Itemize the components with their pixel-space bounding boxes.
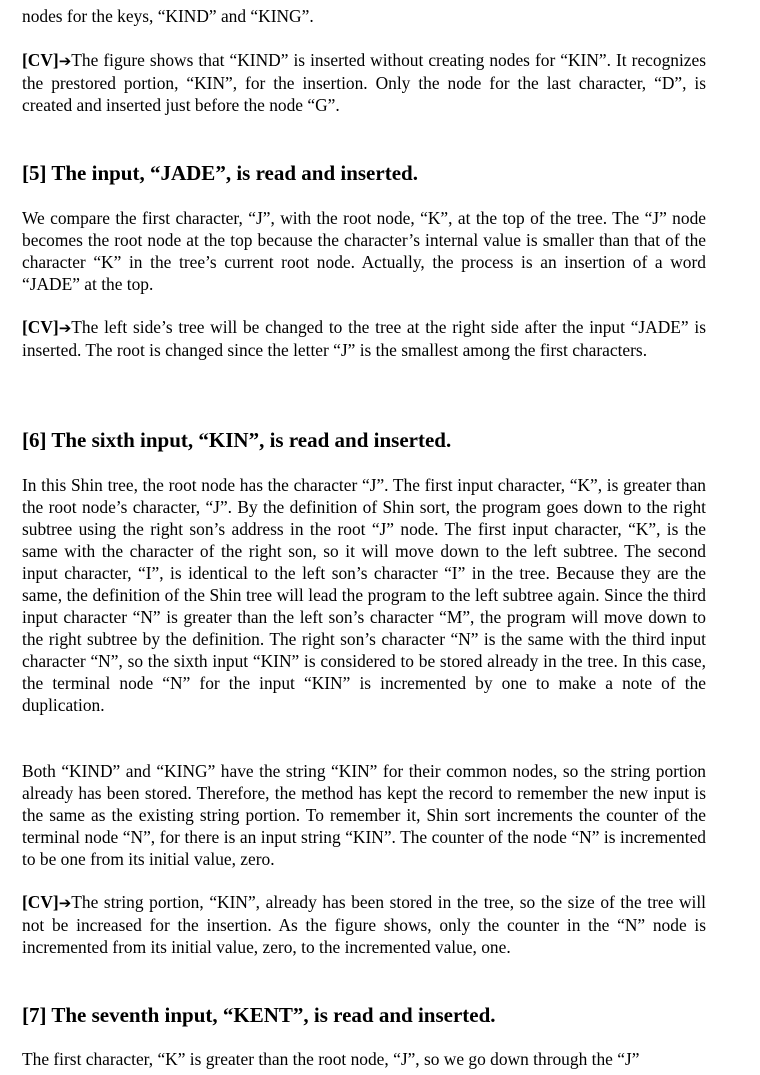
cv-paragraph-kin [22, 891, 706, 958]
cv-paragraph-jade [22, 316, 706, 361]
paragraph-continuation: nodes for the keys, “KIND” and “KING”. [22, 6, 314, 26]
section-heading-7: [7] The seventh input, “KENT”, is read and inserted. [22, 1003, 496, 1027]
cv-text: The figure shows that “KIND” is inserted without creating nodes for “KIN”. It recognizes the prestored portion, “KIN”, for the insertion. Only the node for the last character, “D”, is created and inserted just before the node “G”. [22, 50, 706, 115]
cv-text: The string portion, “KIN”, already has been stored in the tree, so the size of the tree will not be increased for the insertion. As the figure shows, only the counter in the “N” node is incremented from its initial value, zero, to the incremented value, one. [22, 892, 706, 957]
cv-label: [CV] [22, 50, 59, 70]
paragraph-kent: The first character, “K” is greater than the root node, “J”, so we go down through the “J” [22, 1049, 640, 1069]
section-heading-6: [6] The sixth input, “KIN”, is read and inserted. [22, 428, 452, 452]
cv-text: The left side’s tree will be changed to the tree at the right side after the input “JADE” is inserted. The root is changed since the letter “J” is the smallest among the first characters. [22, 317, 706, 360]
paragraph-kin-traversal: In this Shin tree, the root node has the character “J”. The first input character, “K”, is greater than the root node’s character, “J”. By the definition of Shin sort, the program goes down to the right subtree using the right son’s address in the root “J” node. The first input character, “K”, is the same with the character of the right son, so it will move down to the left subtree. The second input character, “I”, is identical to the left son’s character “I” in the tree. Because they are the same, the definition of the Shin tree will lead the program to the left subtree again. Since the third input character “N” is greater than the left son’s character “M”, the program will move down to the right subtree by the definition. The right son’s character “N” is the same with the third input character “N”, so the sixth input “KIN” is considered to be stored already in the tree. In this case, the terminal node “N” for the input “KIN” is incremented by one to make a note of the duplication. [22, 475, 706, 715]
right-arrow-icon: ➔ [58, 319, 72, 337]
right-arrow-icon: ➔ [58, 894, 72, 912]
section-heading-5: [5] The input, “JADE”, is read and inserted. [22, 161, 418, 185]
cv-paragraph-kind [22, 49, 706, 116]
paragraph-jade-compare: We compare the first character, “J”, with the root node, “K”, at the top of the tree. The “J” node becomes the root node at the top because the character’s internal value is smaller than that of the character “K” in the tree’s current root node. Actually, the process is an insertion of a word “JADE” at the top. [22, 208, 706, 294]
cv-label: [CV] [22, 892, 59, 912]
cv-label: [CV] [22, 317, 59, 337]
right-arrow-icon: ➔ [58, 52, 72, 70]
paragraph-kin-common: Both “KIND” and “KING” have the string “KIN” for their common nodes, so the string portion already has been stored. Therefore, the method has kept the record to remember the new input is the same as the existing string portion. To remember it, Shin sort increments the counter of the terminal node “N”, for there is an input string “KIN”. The counter of the node “N” is incremented to be one from its initial value, zero. [22, 761, 706, 869]
